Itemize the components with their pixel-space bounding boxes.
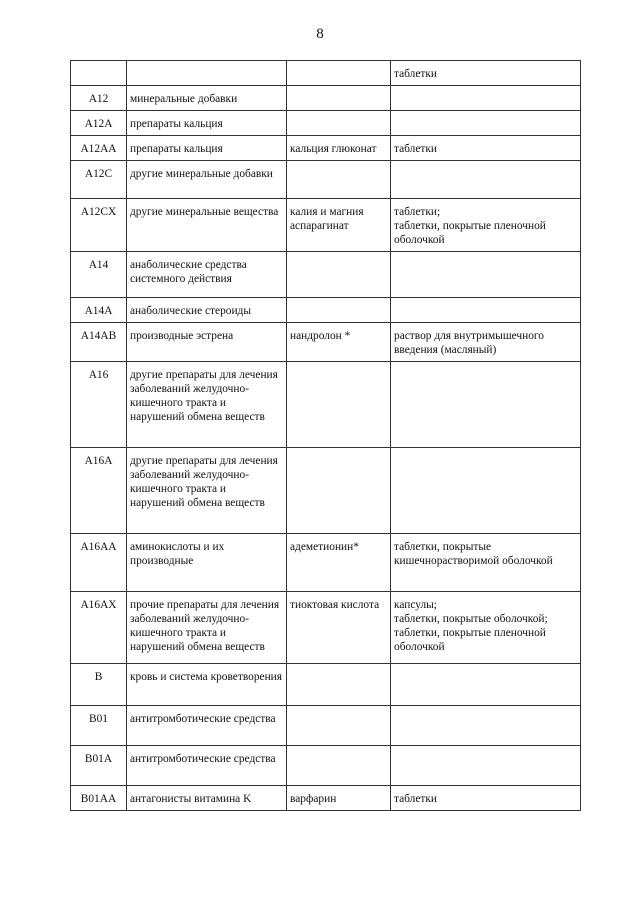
table-row	[71, 706, 581, 746]
drug-name-cell	[287, 252, 391, 298]
drug-name-cell: нандролон *	[287, 323, 391, 362]
dosage-form-cell	[391, 86, 581, 111]
group-name-cell: минеральные добавки	[127, 86, 287, 111]
drug-name-cell	[287, 362, 391, 448]
drug-name-cell	[287, 448, 391, 534]
atc-code-cell: A12C	[71, 161, 127, 199]
dosage-form-cell	[391, 706, 581, 746]
table-row	[71, 362, 581, 448]
drug-name-cell	[287, 61, 391, 86]
group-name-cell: другие минеральные добавки	[127, 161, 287, 199]
group-name-cell: антагонисты витамина K	[127, 786, 287, 811]
drug-name-cell	[287, 111, 391, 136]
drug-table	[70, 60, 581, 811]
drug-name-cell	[287, 161, 391, 199]
table-row	[71, 161, 581, 199]
group-name-cell: кровь и система кроветворения	[127, 664, 287, 706]
dosage-form-cell: раствор для внутримышечного введения (масляный)	[391, 323, 581, 362]
drug-name-cell	[287, 706, 391, 746]
table-row	[71, 786, 581, 811]
dosage-form-cell	[391, 664, 581, 706]
table-row	[71, 136, 581, 161]
group-name-cell: антитромботические средства	[127, 706, 287, 746]
drug-name-cell: тиоктовая кислота	[287, 592, 391, 664]
atc-code-cell: A12	[71, 86, 127, 111]
dosage-form-cell	[391, 362, 581, 448]
atc-code-cell: A12CX	[71, 199, 127, 252]
dosage-form-cell	[391, 111, 581, 136]
group-name-cell: другие препараты для лечения заболеваний желудочно-кишечного тракта и нарушений обмена веществ	[127, 362, 287, 448]
table-row	[71, 534, 581, 592]
atc-code-cell: A14AB	[71, 323, 127, 362]
drug-name-cell	[287, 746, 391, 786]
atc-code-cell: A12AA	[71, 136, 127, 161]
group-name-cell: прочие препараты для лечения заболеваний желудочно-кишечного тракта и нарушений обмена веществ	[127, 592, 287, 664]
dosage-form-cell	[391, 448, 581, 534]
group-name-cell	[127, 61, 287, 86]
drug-name-cell: адеметионин*	[287, 534, 391, 592]
atc-code-cell: A14	[71, 252, 127, 298]
group-name-cell: анаболические средства системного действия	[127, 252, 287, 298]
dosage-form-cell: капсулы; таблетки, покрытые оболочкой; таблетки, покрытые пленочной оболочкой	[391, 592, 581, 664]
group-name-cell: препараты кальция	[127, 111, 287, 136]
dosage-form-cell: таблетки, покрытые кишечнорастворимой оболочкой	[391, 534, 581, 592]
page-number: 8	[316, 26, 324, 42]
table-row	[71, 746, 581, 786]
dosage-form-cell: таблетки	[391, 786, 581, 811]
dosage-form-cell: таблетки	[391, 136, 581, 161]
group-name-cell: аминокислоты и их производные	[127, 534, 287, 592]
group-name-cell: производные эстрена	[127, 323, 287, 362]
atc-code-cell: A16AX	[71, 592, 127, 664]
group-name-cell: препараты кальция	[127, 136, 287, 161]
table-row	[71, 448, 581, 534]
table-row	[71, 199, 581, 252]
group-name-cell: другие препараты для лечения заболеваний желудочно-кишечного тракта и нарушений обмена веществ	[127, 448, 287, 534]
atc-code-cell: B	[71, 664, 127, 706]
dosage-form-cell	[391, 252, 581, 298]
drug-name-cell	[287, 664, 391, 706]
table-row	[71, 252, 581, 298]
atc-code-cell: A14A	[71, 298, 127, 323]
drug-name-cell	[287, 86, 391, 111]
drug-name-cell: калия и магния аспарагинат	[287, 199, 391, 252]
group-name-cell: анаболические стероиды	[127, 298, 287, 323]
atc-code-cell: A16AA	[71, 534, 127, 592]
group-name-cell: другие минеральные вещества	[127, 199, 287, 252]
dosage-form-cell	[391, 298, 581, 323]
table-row	[71, 86, 581, 111]
group-name-cell: антитромботические средства	[127, 746, 287, 786]
drug-name-cell: кальция глюконат	[287, 136, 391, 161]
atc-code-cell: B01	[71, 706, 127, 746]
dosage-form-cell	[391, 746, 581, 786]
atc-code-cell: B01A	[71, 746, 127, 786]
table-row	[71, 592, 581, 664]
table-row	[71, 664, 581, 706]
atc-code-cell: A12A	[71, 111, 127, 136]
atc-code-cell	[71, 61, 127, 86]
table-row	[71, 323, 581, 362]
drug-name-cell	[287, 298, 391, 323]
table-row	[71, 111, 581, 136]
dosage-form-cell: таблетки	[391, 61, 581, 86]
table-row	[71, 298, 581, 323]
dosage-form-cell: таблетки; таблетки, покрытые пленочной оболочкой	[391, 199, 581, 252]
table-row	[71, 61, 581, 86]
atc-code-cell: A16	[71, 362, 127, 448]
dosage-form-cell	[391, 161, 581, 199]
drug-name-cell: варфарин	[287, 786, 391, 811]
atc-code-cell: B01AA	[71, 786, 127, 811]
atc-code-cell: A16A	[71, 448, 127, 534]
